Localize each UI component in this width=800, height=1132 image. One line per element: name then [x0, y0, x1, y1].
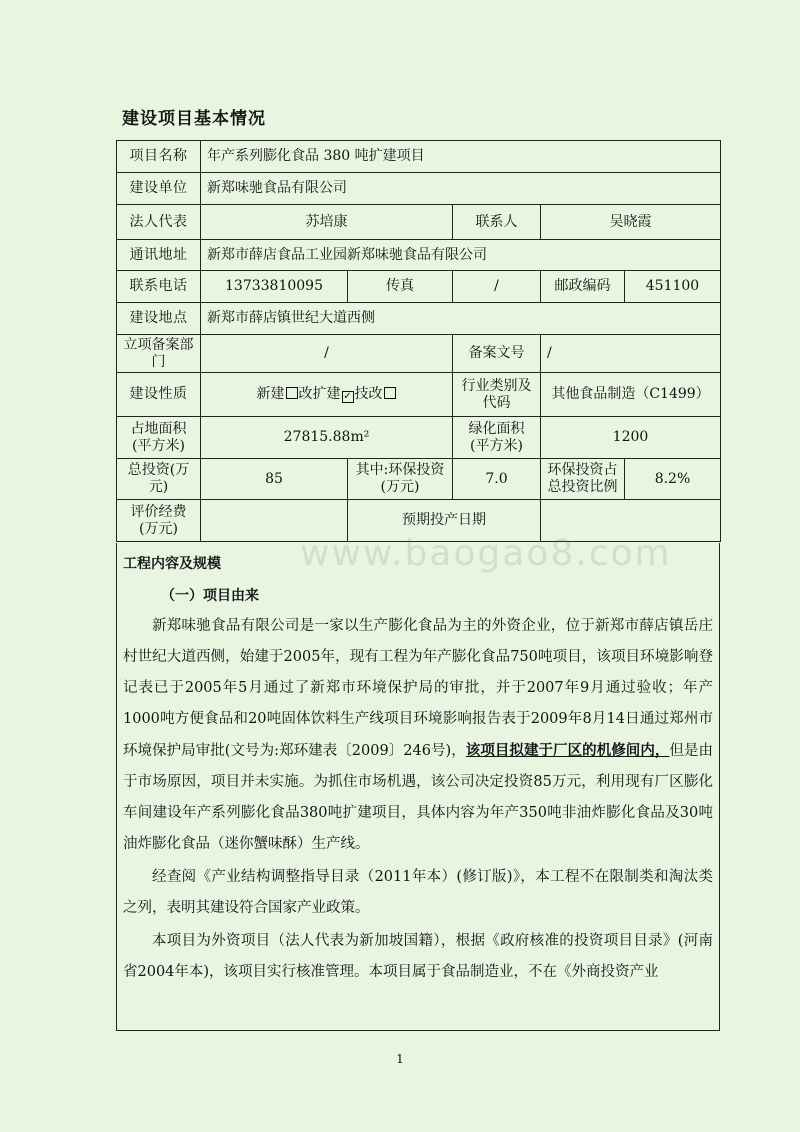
nature-new-label: 新建 [256, 386, 285, 402]
paragraph-policy: 经查阅《产业结构调整指导目录（2011年本）(修订版)》，本工程不在限制类和淘汰类之列，表明其建设符合国家产业政策。 [123, 869, 713, 916]
paragraph-origin-c: 但是由于市场原因，项目并未实施。为抓住市场机遇，该公司决定投资85万元，利用现有厂区膨化车间建设年产系列膨化食品380吨扩建项目，具体内容为年产350吨非油炸膨化食品及30吨油炸膨化食品（迷你蟹味酥）生产线。 [123, 743, 714, 852]
record-no-value: / [541, 335, 721, 373]
content-box [116, 543, 720, 1031]
nature-tech-label: 技改 [354, 386, 383, 402]
location-label: 建设地点 [117, 303, 201, 335]
page-number: 1 [396, 1052, 404, 1066]
location-value: 新郑市薛店镇世纪大道西侧 [201, 303, 721, 335]
nature-expand-label: 改扩建 [298, 386, 341, 402]
project-name-value: 年产系列膨化食品 380 吨扩建项目 [201, 141, 721, 173]
green-label: 绿化面积(平方米) [453, 417, 541, 459]
invest-label: 总投资(万元) [117, 459, 201, 500]
ratio-value: 8.2% [625, 459, 721, 500]
eval-fee-label: 评价经费(万元) [117, 500, 201, 542]
section-heading: 工程内容及规模 [123, 556, 221, 572]
nature-expand-checkbox[interactable]: ✓ [343, 391, 352, 402]
phone-value: 13733810095 [201, 271, 348, 303]
unit-label: 建设单位 [117, 173, 201, 205]
watermark-text: www.baogao8.com [300, 533, 672, 574]
paragraph-origin-emphasis: 该项目拟建于厂区的机修间内， [465, 742, 670, 759]
postcode-label: 邮政编码 [541, 271, 625, 303]
paragraph-approval: 本项目为外资项目（法人代表为新加坡国籍），根据《政府核准的投资项目目录》(河南省2004年本)，该项目实行核准管理。本项目属于食品制造业，不在《外商投资产业 [123, 933, 713, 980]
project-info-table [116, 140, 721, 542]
paragraph-origin [123, 611, 713, 860]
approval-dept-value: / [201, 335, 453, 373]
postcode-value: 451100 [625, 271, 721, 303]
project-name-label: 项目名称 [117, 141, 201, 173]
unit-value: 新郑味驰食品有限公司 [201, 173, 721, 205]
area-label: 占地面积(平方米) [117, 417, 201, 459]
subsection-heading: （一）项目由来 [161, 588, 259, 604]
address-value: 新郑市薛店食品工业园新郑味驰食品有限公司 [201, 240, 721, 271]
record-no-label: 备案文号 [453, 335, 541, 373]
legal-label: 法人代表 [117, 205, 201, 240]
industry-value: 其他食品制造（C1499） [541, 373, 721, 417]
address-label: 通讯地址 [117, 240, 201, 271]
contact-value: 吴晓霞 [541, 205, 721, 240]
approval-dept-label: 立项备案部门 [117, 335, 201, 373]
env-invest-label: 其中:环保投资(万元) [348, 459, 453, 500]
phone-label: 联系电话 [117, 271, 201, 303]
legal-value: 苏培康 [201, 205, 453, 240]
nature-new-checkbox[interactable] [286, 387, 298, 399]
industry-label: 行业类别及代码 [453, 373, 541, 417]
paragraph-origin-a: 新郑味驰食品有限公司是一家以生产膨化食品为主的外资企业，位于新郑市薛店镇岳庄村世纪大道西侧，始建于2005年，现有工程为年产膨化食品750吨项目，该项目环境影响登记表已于2005年5月通过了新郑市环境保护局的审批，并于2007年9月通过验收；年产1000吨方便食品和20吨固体饮料生产线项目环境影响报告表于2009年8月14日通过郑州市环境保护局审批(文号为:郑环建表〔2009〕246号)， [123, 618, 713, 759]
page-title: 建设项目基本情况 [122, 109, 266, 129]
green-value: 1200 [541, 417, 721, 459]
nature-label: 建设性质 [117, 373, 201, 417]
env-invest-value: 7.0 [453, 459, 541, 500]
fax-label: 传真 [348, 271, 453, 303]
area-value: 27815.88m² [201, 417, 453, 459]
fax-value: / [453, 271, 541, 303]
nature-tech-checkbox[interactable] [384, 387, 396, 399]
start-date-label: 预期投产日期 [348, 500, 541, 542]
invest-value: 85 [201, 459, 348, 500]
nature-options [201, 373, 453, 417]
contact-label: 联系人 [453, 205, 541, 240]
ratio-label: 环保投资占总投资比例 [541, 459, 625, 500]
